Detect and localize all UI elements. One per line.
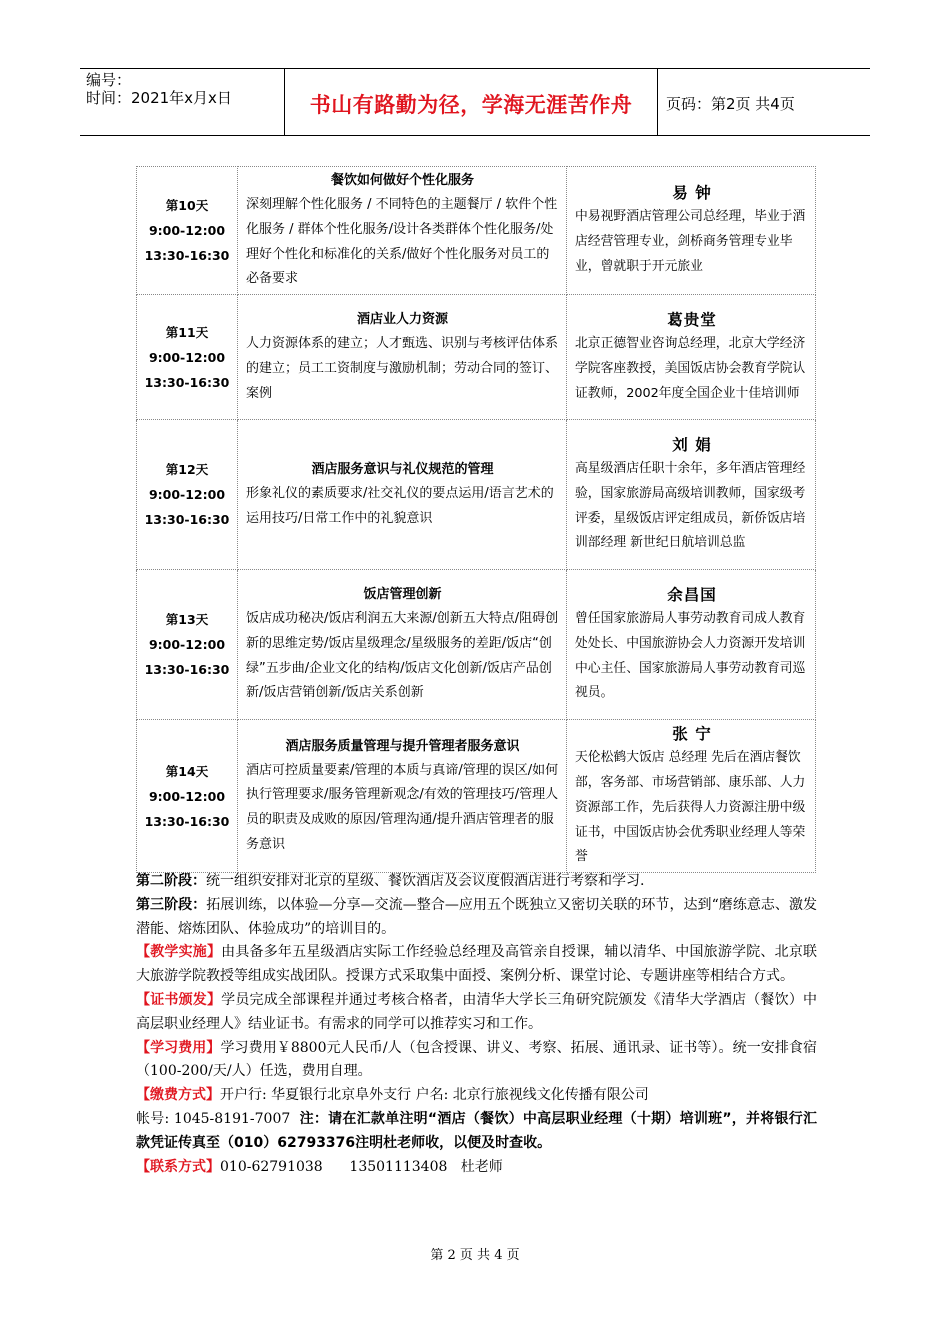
morning-time: 9:00-12:00 [148,223,226,239]
content-cell [238,720,567,873]
fee-text: 学习费用￥8800元人民币/人（包含授课、讲义、考察、拓展、通讯录、证书等）。统一安排食宿（100-200/天/人）任选，费用自理。 [136,1039,818,1080]
teaching-paragraph [136,941,817,989]
fee-paragraph [136,1037,817,1085]
morning-time: 9:00-12:00 [148,637,226,653]
payment-paragraph [136,1084,817,1155]
time-label: 时间：2021年x月x日 [86,89,232,107]
course-topic: 酒店业人力资源 [356,311,448,327]
teacher-bio: 天伦松鹤大饭店 总经理 先后在酒店餐饮部，客务部、市场营销部、康乐部、人力资源部工作，先后获得人力资源注册中级证书，中国饭店协会优秀职业经理人等荣誉 [575,750,806,865]
page-header [80,68,870,136]
stage2-label: 第二阶段： [136,873,206,889]
certificate-paragraph [136,989,817,1037]
teaching-text: 由具备多年五星级酒店实际工作经验总经理及高管亲自授课，辅以清华、中国旅游学院、北京联大旅游学院教授等组成实战团队。授课方式采取集中面授、案例分析、课堂讨论、专题讲座等相结合方式。 [136,944,818,985]
teacher-bio: 曾任国家旅游局人事劳动教育司成人教育处处长、中国旅游协会人力资源开发培训中心主任、国家旅游局人事劳动教育司巡视员。 [575,611,806,701]
header-meta [80,69,285,135]
day-cell [137,420,238,570]
teaching-label: 【教学实施】 [136,944,222,961]
stage2-paragraph [136,870,817,894]
day-cell [137,167,238,295]
schedule-row-day10 [137,167,816,295]
course-description: 人力资源体系的建立；人才甄选、识别与考核评估体系的建立；员工工资制度与激励机制；劳动合同的签订、案例 [246,335,559,401]
course-topic: 饭店管理创新 [363,587,442,603]
fee-label: 【学习费用】 [136,1039,221,1056]
number-label: 编号： [86,71,132,89]
course-description: 饭店成功秘决/饭店利润五大来源/创新五大特点/阻碍创新的思维定势/饭店星级理念/星级服务的差距/饭店“创绿”五步曲/企业文化的结构/饭店文化创新/饭店产品创新/饭店营销创新/饭店关系创新 [246,611,559,701]
morning-time: 9:00-12:00 [148,349,226,365]
teacher-name: 余昌国 [667,586,717,605]
content-cell [238,420,567,570]
afternoon-time: 13:30-16:30 [144,662,230,678]
afternoon-time: 13:30-16:30 [144,374,230,390]
course-topic: 餐饮如何做好个性化服务 [330,173,474,188]
teacher-cell [567,570,816,720]
teacher-bio: 中易视野酒店管理公司总经理，毕业于酒店经营管理专业，剑桥商务管理专业毕业，曾就职于开元旅业 [575,209,806,274]
day-cell [137,720,238,873]
payment-note: 注：请在汇款单注明“酒店（餐饮）中高层职业经理（十期）培训班”，并将银行汇款凭证传真至（010）62793376注明杜老师收，以便及时查收。 [136,1110,818,1151]
afternoon-time: 13:30-16:30 [144,248,230,264]
teacher-name: 易 钟 [672,184,712,203]
morning-time: 9:00-12:00 [148,788,226,804]
teacher-name: 葛贵堂 [667,310,717,329]
teacher-bio: 高星级酒店任职十余年，多年酒店管理经验，国家旅游局高级培训教师，国家级考评委，星级饭店评定组成员，新侨饭店培训部经理 新世纪日航培训总监 [575,461,806,551]
schedule-row-day13 [137,570,816,720]
content-cell [238,167,567,295]
stage3-label: 第三阶段： [136,896,207,913]
schedule-row-day12 [137,420,816,570]
course-topic: 酒店服务质量管理与提升管理者服务意识 [285,738,520,754]
schedule-row-day11 [137,295,816,420]
certificate-label: 【证书颁发】 [136,991,222,1008]
header-page-info: 页码：第2页 共4页 [666,94,795,113]
contact-label: 【联系方式】 [136,1158,220,1175]
stage2-text: 统一组织安排对北京的星级、餐饮酒店及会议度假酒店进行考察和学习. [206,873,645,889]
teacher-name: 张 宁 [672,725,712,744]
page-footer: 第 2 页 共 4 页 [430,1248,520,1263]
course-description: 酒店可控质量要素/管理的本质与真谛/管理的误区/如何执行管理要求/服务管理新观念/有效的管理技巧/管理人员的职责及成败的原因/管理沟通/提升酒店管理者的服务意识 [246,762,559,852]
schedule-row-day14 [137,720,816,873]
contact-text: 010-62791038 13501113408 杜老师 [220,1158,503,1175]
course-description: 形象礼仪的素质要求/社交礼仪的要点运用/语言艺术的运用技巧/日常工作中的礼貌意识 [246,485,554,526]
payment-label: 【缴费方式】 [136,1087,220,1104]
teacher-name: 刘 娟 [672,436,712,455]
course-description: 深刻理解个性化服务 / 不同特色的主题餐厅 / 软件个性化服务 / 群体个性化服务/设计各类群体个性化服务/处理好个性化和标准化的关系/做好个性化服务对员工的必备要求 [246,197,558,287]
day-label: 第11天 [165,324,209,340]
teacher-bio: 北京正德智业咨询总经理，北京大学经济学院客座教授，美国饭店协会教育学院认证教师，2002年度全国企业十佳培训师 [575,335,806,401]
course-info [136,870,817,1179]
teacher-cell [567,295,816,420]
stage3-paragraph [136,894,817,942]
schedule-table [136,166,816,873]
contact-paragraph [136,1156,817,1180]
content-cell [238,295,567,420]
header-motto: 书山有路勤为径，学海无涯苦作舟 [285,69,658,135]
teacher-cell [567,167,816,295]
course-topic: 酒店服务意识与礼仪规范的管理 [311,461,494,477]
day-cell [137,295,238,420]
day-cell [137,570,238,720]
afternoon-time: 13:30-16:30 [144,813,230,829]
morning-time: 9:00-12:00 [148,487,226,503]
day-label: 第12天 [165,462,209,478]
certificate-text: 学员完成全部课程并通过考核合格者，由清华大学长三角研究院颁发《清华大学酒店（餐饮）中高层职业经理人》结业证书。有需求的同学可以推荐实习和工作。 [136,991,818,1032]
afternoon-time: 13:30-16:30 [144,512,230,528]
stage3-text: 拓展训练，以体验—分享—交流—整合—应用五个既独立又密切关联的环节，达到“磨练意志、激发潜能、熔炼团队、体验成功”的培训目的。 [136,896,818,937]
content-cell [238,570,567,720]
teacher-cell [567,420,816,570]
teacher-cell [567,720,816,873]
day-label: 第10天 [165,198,209,214]
payment-account: 帐号: 1045-8191-7007 [136,1110,291,1127]
day-label: 第14天 [165,763,209,779]
day-label: 第13天 [165,612,209,628]
payment-bank: 开户行: 华夏银行北京阜外支行 户名: 北京行旅视线文化传播有限公司 [220,1087,649,1104]
